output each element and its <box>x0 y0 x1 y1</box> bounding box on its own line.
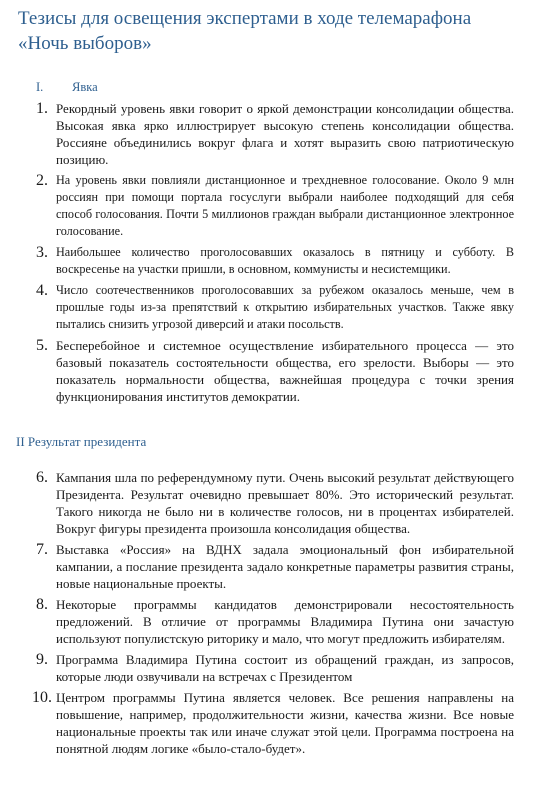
item-text: Число соотечественников проголосовавших за рубежом оказалось меньше, чем в прошлые годы из-за препятствий к открытию избирательных участков. Также явку пытались снизить угрозой диверсий и атаки посольств. <box>56 283 514 331</box>
item-number: 2. <box>36 172 48 189</box>
item-number: 7. <box>36 541 48 558</box>
list-item <box>0 337 534 405</box>
item-text: Рекордный уровень явки говорит о яркой демонстрации консолидации общества. Высокая явка ярко иллюстрирует высокую степень консолидации общества. Россияне объединились вокруг флага и хотят выразить свою патриотическую позицию. <box>56 101 514 167</box>
item-number: 5. <box>36 337 48 354</box>
document-title: Тезисы для освещения экспертами в ходе телемарафона «Ночь выборов» <box>18 8 472 54</box>
item-number: 9. <box>36 651 48 668</box>
list-item <box>0 541 534 592</box>
item-text: Наибольшее количество проголосовавших оказалось в пятницу и субботу. В воскресенье на участки пришли, в основном, коммунисты и несистемщики. <box>56 245 514 276</box>
item-number: 4. <box>36 282 48 299</box>
section-heading-president-result: II Результат президента <box>16 434 147 449</box>
list-item <box>0 244 534 278</box>
item-text: Некоторые программы кандидатов демонстрировали несостоятельность предложений. В отличие от программы Владимира Путина они зачастую используют популистскую риторику и мало, что могут предложить избирателям. <box>56 597 514 646</box>
section-title: Явка <box>72 80 98 94</box>
list-item <box>0 651 534 685</box>
president-result-list <box>0 469 534 761</box>
item-number: 8. <box>36 596 48 613</box>
section-number: I. <box>36 80 44 94</box>
item-number: 6. <box>36 469 48 486</box>
item-text: Центром программы Путина является человек. Все решения направлены на повышение, например, продолжительности жизни, качества жизни. Все новые национальные проекты так или иначе служат этой цели. Программа построена на понятной людям логике «было-стало-будет». <box>56 690 514 756</box>
item-number: 3. <box>36 244 48 261</box>
item-number: 1. <box>36 100 48 117</box>
item-text: Бесперебойное и системное осуществление избирательного процесса — это базовый показатель состоятельности общества, его зрелости. Выборы — это показатель нормальности общества, важнейшая процедура с точки зрения функционирования институтов демократии. <box>56 338 514 404</box>
turnout-list <box>0 100 534 409</box>
item-number: 10. <box>32 689 52 706</box>
list-item <box>0 469 534 537</box>
item-text: На уровень явки повлияли дистанционное и трехдневное голосование. Около 9 млн россиян при помощи портала госуслуги выбрали наиболее подходящий для себя способ голосования. Почти 5 миллионов граждан выбрали дистанционное электронное голосование. <box>56 173 514 238</box>
item-text: Кампания шла по референдумному пути. Очень высокий результат действующего Президента. Результат очевидно превышает 80%. Это исторический результат. Такого никогда не было ни в количестве голосов, ни в процентах избирателей. Вокруг фигуры президента произошла консолидация общества. <box>56 470 514 536</box>
list-item <box>0 596 534 647</box>
list-item <box>0 100 534 168</box>
item-text: Программа Владимира Путина состоит из обращений граждан, из запросов, которые люди озвучивали на встречах с Президентом <box>56 652 514 684</box>
list-item <box>0 172 534 240</box>
list-item <box>0 282 534 333</box>
list-item <box>0 689 534 757</box>
item-text: Выставка «Россия» на ВДНХ задала эмоциональный фон избирательной кампании, а послание президента задало конкретные параметры развития страны, новые национальные проекты. <box>56 542 514 591</box>
section-heading-turnout <box>36 80 98 95</box>
